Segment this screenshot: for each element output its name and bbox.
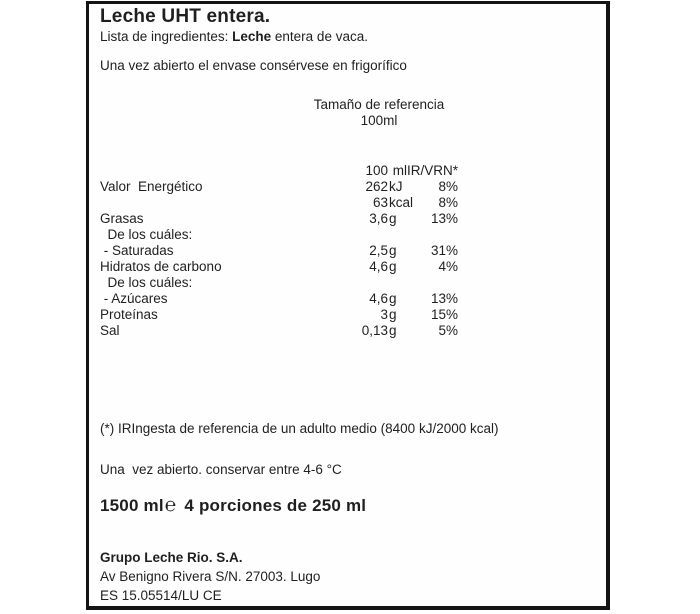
manufacturer-name: Grupo Leche Rio. S.A. <box>100 550 243 565</box>
reference-intake-footnote: (*) IRIngesta de referencia de un adulto medio (8400 kJ/2000 kcal) <box>100 421 499 436</box>
nutrient-amount: 4,6 <box>369 291 388 306</box>
nutrient-amount: 4,6 <box>369 259 388 274</box>
header-amount: 100 <box>365 163 388 178</box>
nutrition-row-energy-kcal <box>100 195 606 211</box>
nutrient-daily: 8% <box>438 179 458 194</box>
nutrient-amount <box>280 227 388 243</box>
header-amount-unit: ml <box>389 163 407 178</box>
nutrient-label: - Saturadas <box>100 243 174 258</box>
nutrient-label: - Azúcares <box>100 291 168 306</box>
nutrient-amount: 0,13 <box>361 323 388 338</box>
nutrition-row-fat <box>100 211 606 227</box>
reference-size-value: 100ml <box>360 113 398 128</box>
ingredients-line <box>100 29 606 45</box>
storage-note-after-opening: Una vez abierto. conservar entre 4-6 °C <box>100 462 342 477</box>
nutrient-unit: kcal <box>389 195 414 210</box>
nutrient-label: Grasas <box>100 211 144 226</box>
nutrient-daily: 15% <box>430 307 458 322</box>
nutrient-label <box>100 195 280 211</box>
nutrient-unit: g <box>389 307 397 322</box>
nutrient-amount <box>280 275 388 291</box>
product-title: Leche UHT entera. <box>100 6 271 27</box>
reference-size-title: Tamaño de referencia <box>313 97 445 112</box>
nutrition-row-protein <box>100 307 606 323</box>
nutrient-unit: g <box>389 243 397 258</box>
nutrient-amount: 3 <box>380 307 388 322</box>
nutrient-daily: 8% <box>438 195 458 210</box>
nutrient-daily <box>404 227 458 243</box>
nutrient-daily: 4% <box>438 259 458 274</box>
net-volume: 1500 ml <box>100 496 164 515</box>
nutrient-unit: kJ <box>389 179 403 194</box>
nutrient-label: Proteínas <box>100 307 158 322</box>
nutrition-table-header <box>100 163 606 179</box>
nutrient-daily: 31% <box>430 243 458 258</box>
nutrient-amount: 262 <box>365 179 388 194</box>
manufacturer-registration: ES 15.05514/LU CE <box>100 588 222 603</box>
nutrition-row-salt <box>100 323 606 339</box>
nutrition-row-energy-kj <box>100 179 606 195</box>
manufacturer-block <box>100 548 606 605</box>
storage-note: Una vez abierto el envase consérvese en frigorífico <box>100 58 407 73</box>
nutrition-row-of-which-1 <box>100 227 606 243</box>
nutrition-table <box>100 163 606 339</box>
nutrient-unit <box>388 227 404 243</box>
ingredients-suffix: entera de vaca. <box>274 29 368 44</box>
nutrient-unit <box>388 275 404 291</box>
header-daily-value: IR/VRN* <box>406 163 458 178</box>
nutrient-amount: 2,5 <box>369 243 388 258</box>
nutrient-unit: g <box>389 323 397 338</box>
net-quantity-line <box>100 494 606 518</box>
milk-product-label <box>86 1 610 610</box>
nutrient-label: Valor Energético <box>100 179 203 194</box>
nutrition-row-carbohydrate <box>100 259 606 275</box>
nutrient-unit: g <box>389 259 397 274</box>
ingredients-prefix: Lista de ingredientes: <box>100 29 229 44</box>
nutrient-label: Hidratos de carbono <box>100 259 222 274</box>
nutrient-amount: 3,6 <box>369 211 388 226</box>
nutrient-daily: 13% <box>430 291 458 306</box>
manufacturer-address: Av Benigno Rivera S/N. 27003. Lugo <box>100 569 321 584</box>
nutrient-unit: g <box>389 291 397 306</box>
nutrient-daily <box>404 275 458 291</box>
nutrient-daily: 5% <box>438 323 458 338</box>
nutrition-row-of-which-2 <box>100 275 606 291</box>
nutrient-daily: 13% <box>430 211 458 226</box>
nutrient-label: De los cuáles: <box>100 227 193 242</box>
nutrient-label: De los cuáles: <box>100 275 193 290</box>
nutrient-label: Sal <box>100 323 120 338</box>
nutrient-amount: 63 <box>372 195 388 210</box>
header-spacer <box>100 163 280 179</box>
reference-size-block <box>229 97 529 129</box>
ingredients-highlight: Leche <box>232 29 272 44</box>
estimated-sign: ℮ <box>164 495 177 516</box>
nutrition-row-saturates <box>100 243 606 259</box>
servings-text: 4 porciones de 250 ml <box>184 496 367 515</box>
nutrient-unit: g <box>389 211 397 226</box>
nutrition-row-sugars <box>100 291 606 307</box>
